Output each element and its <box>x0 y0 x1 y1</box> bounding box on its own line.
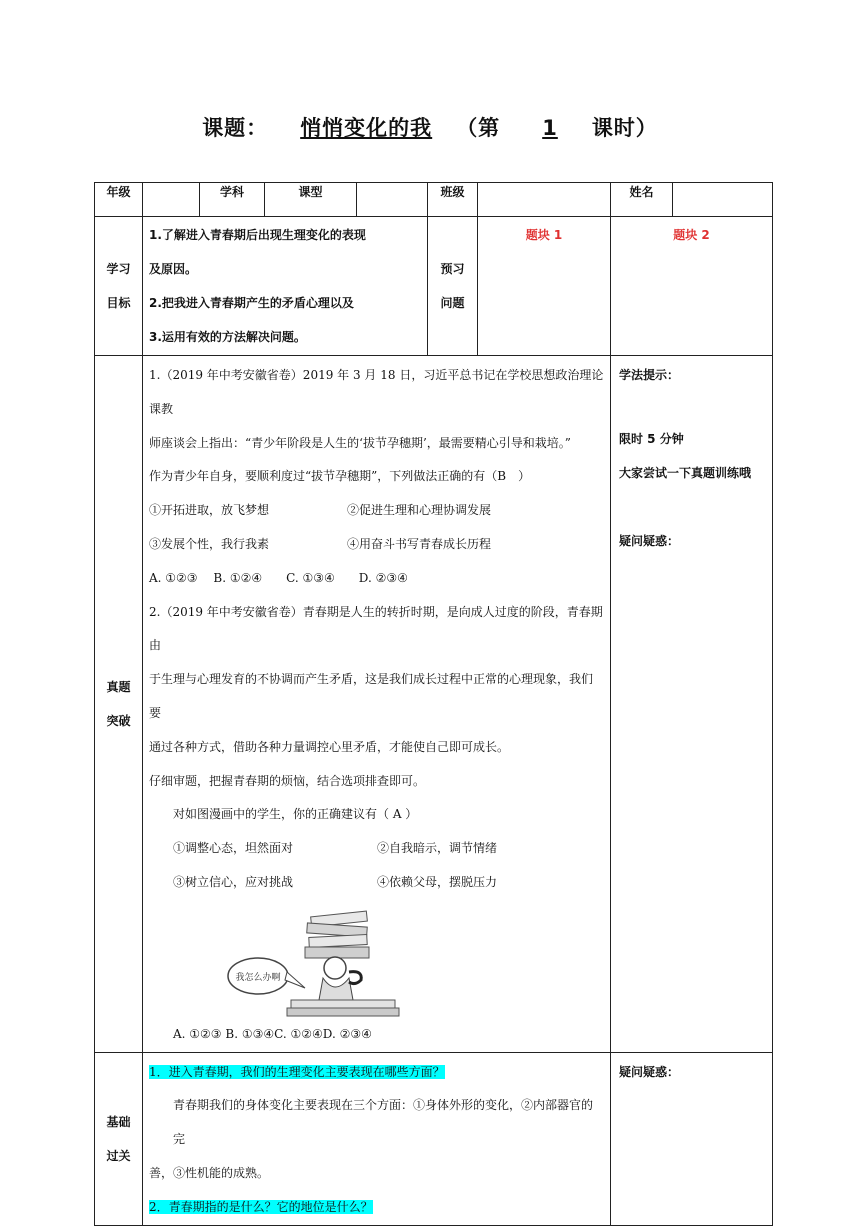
goal-line: 及原因。 <box>149 262 198 276</box>
q1-line: 作为青少年自身，要顺利度过“拔节孕穗期”，下列做法正确的有（B ） <box>149 469 531 484</box>
page-title <box>0 112 860 142</box>
goal-line: 1.了解进入青春期后出现生理变化的表现 <box>149 228 366 242</box>
basic-doubt: 疑问疑惑： <box>619 1064 680 1079</box>
q2-option-3: ③树立信心，应对挑战 <box>173 874 294 889</box>
lesson-number: 1 <box>542 116 558 140</box>
q2-option-2: ②自我暗示，调节情绪 <box>377 841 498 856</box>
q2-options-row-2 <box>149 866 604 900</box>
q1-options-row-1 <box>149 494 604 528</box>
name-value[interactable] <box>673 183 773 217</box>
title-close: 课时） <box>591 116 658 140</box>
subject-label: 学科 <box>200 183 265 217</box>
grade-label: 年级 <box>95 183 143 217</box>
q2-line: 通过各种方式，借助各种力量调控心里矛盾，才能使自己即可成长。 <box>149 739 510 754</box>
q1-option-1: ①开拓进取，放飞梦想 <box>149 503 270 518</box>
question-block-2: 题块 2 <box>611 217 773 356</box>
q1-option-3: ③发展个性，我行我素 <box>149 536 270 551</box>
basic-q1: 1．进入青春期，我们的生理变化主要表现在哪些方面？ <box>149 1064 445 1079</box>
cartoon-image <box>223 906 413 1018</box>
preview-label: 预习 问题 <box>428 217 478 356</box>
q2-options-row-1 <box>149 832 604 866</box>
q2-line: 于生理与心理发育的不协调而产生矛盾，这是我们成长过程中正常的心理现象，我们要 <box>149 672 594 720</box>
learning-goals <box>143 217 428 356</box>
goals-label: 学习 目标 <box>95 217 143 356</box>
q2-stem: 对如图漫画中的学生，你的正确建议有（ A ） <box>173 807 418 822</box>
hint-title: 学法提示： <box>619 368 680 382</box>
q2-option-1: ①调整心态，坦然面对 <box>173 841 294 856</box>
lesson-name: 悄悄变化的我 <box>300 116 433 140</box>
class-label: 班级 <box>428 183 478 217</box>
study-hint-panel <box>611 356 773 1053</box>
hint-doubt: 疑问疑惑： <box>619 534 680 548</box>
basic-a1-line1: 青春期我们的身体变化主要表现在三个方面：①身体外形的变化，②内部器官的完 <box>173 1098 594 1147</box>
title-prefix: 课题： <box>202 116 269 140</box>
real-exam-content <box>143 356 611 1053</box>
name-label: 姓名 <box>611 183 673 217</box>
speech-bubble-text: 我怎么办啊 <box>235 972 281 983</box>
q2-choices: A. ①②③ B. ①③④C. ①②④D. ②③④ <box>173 1026 372 1041</box>
lesson-type-label: 课型 <box>265 183 357 217</box>
goal-line: 3.运用有效的方法解决问题。 <box>149 330 306 344</box>
basic-row <box>95 1052 773 1225</box>
basic-a1-line2: 善，③性机能的成熟。 <box>149 1165 270 1180</box>
q1-line: 1.（2019 年中考安徽省卷）2019 年 3 月 18 日，习近平总书记在学校思想政治理论课教 <box>149 368 604 416</box>
question-block-1: 题块 1 <box>478 217 611 356</box>
goals-row <box>95 217 773 356</box>
basic-label: 基础 过关 <box>95 1052 143 1225</box>
basic-content <box>143 1052 611 1225</box>
basic-q2: 2．青春期指的是什么？它的地位是什么？ <box>149 1199 373 1214</box>
real-exam-label: 真题 突破 <box>95 356 143 1053</box>
q1-options-row-2 <box>149 528 604 562</box>
goal-line: 2.把我进入青春期产生的矛盾心理以及 <box>149 296 354 310</box>
title-open: （第 <box>456 116 501 140</box>
q1-line: 师座谈会上指出：“青少年阶段是人生的‘拔节孕穗期’，最需要精心引导和栽培。” <box>149 435 571 450</box>
lesson-type-value[interactable] <box>357 183 428 217</box>
q1-option-4: ④用奋斗书写青春成长历程 <box>347 536 492 551</box>
q2-line: 仔细审题，把握青春期的烦恼，结合选项排查即可。 <box>149 773 426 788</box>
real-exam-row <box>95 356 773 1053</box>
hint-time: 限时 5 分钟 <box>619 432 684 446</box>
q2-option-4: ④依赖父母，摆脱压力 <box>377 874 498 889</box>
q1-choices: A. ①②③ B. ①②④ C. ①③④ D. ②③④ <box>149 570 408 585</box>
q1-option-2: ②促进生理和心理协调发展 <box>347 503 492 518</box>
hint-try: 大家尝试一下真题训练哦 <box>619 466 752 480</box>
grade-value[interactable] <box>143 183 200 217</box>
header-row <box>95 183 773 217</box>
lesson-plan-table <box>94 182 773 1226</box>
class-value[interactable] <box>478 183 611 217</box>
basic-doubt-panel <box>611 1052 773 1225</box>
q2-line: 2.（2019 年中考安徽省卷）青春期是人生的转折时期，是向成人过度的阶段，青春期由 <box>149 604 603 653</box>
